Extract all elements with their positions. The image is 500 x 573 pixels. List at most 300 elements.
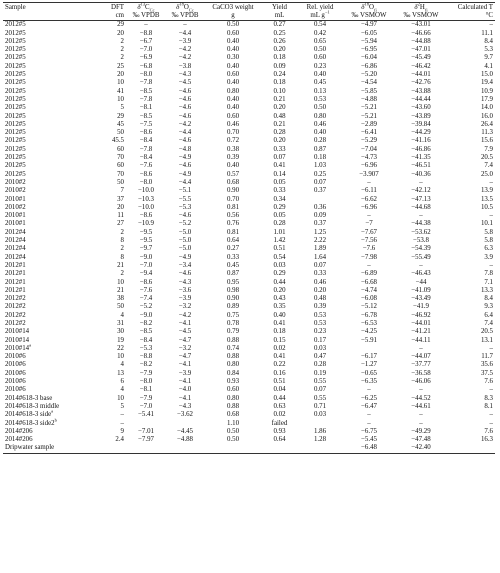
cell-rel-yield: 0.09 <box>313 212 327 220</box>
cell-caco3-weight: 0.38 <box>226 145 240 153</box>
table-row <box>3 121 495 129</box>
cell-sample: 2012#5 <box>5 129 26 137</box>
cell-temperature: 20.5 <box>480 154 493 162</box>
cell-d18o-fi: – <box>367 411 371 419</box>
cell-temperature: 7.6 <box>484 427 493 435</box>
cell-dft: 38 <box>117 295 124 303</box>
unit-caco3: g <box>231 12 235 19</box>
table-row <box>3 279 495 287</box>
cell-temperature <box>447 444 495 453</box>
cell-d2h-fi: −44.61 <box>411 402 431 410</box>
unit-rel-yield: mL $g^{-1}$ <box>310 9 330 19</box>
table-row <box>3 179 495 187</box>
cell-d18o-fi: −7.56 <box>361 237 377 245</box>
cell-d18o-fi: −2.89 <box>361 120 377 128</box>
cell-d2h-fi: −44.68 <box>411 203 431 211</box>
cell-d18o-fi: −0.65 <box>361 369 377 377</box>
cell-temperature: – <box>489 419 493 427</box>
cell-yield: 0.40 <box>273 311 286 319</box>
cell-d18o-fi: −5.85 <box>361 87 377 95</box>
cell-yield: 0.05 <box>273 178 286 186</box>
cell-temperature: 35.6 <box>480 361 493 369</box>
cell-temperature: 7.6 <box>484 378 493 386</box>
cell-rel-yield: 0.37 <box>313 187 327 195</box>
cell-temperature: 25.0 <box>480 170 493 178</box>
cell-d18o: −4.5 <box>178 79 192 87</box>
cell-yield: 0.10 <box>273 87 286 95</box>
cell-d2h-fi: −41.09 <box>411 286 431 294</box>
cell-temperature: 19.4 <box>480 79 493 87</box>
cell-sample: 2014#618-3 side2$^b$ <box>5 417 57 427</box>
cell-d18o: −3.8 <box>178 62 192 70</box>
header-sample: Sample <box>5 4 26 11</box>
cell-d18o-fi: −7.67 <box>361 228 377 236</box>
cell-d2h-fi: −44.88 <box>411 37 431 45</box>
cell-d18o-fi: −7.6 <box>362 245 376 253</box>
cell-d13c: −8.8 <box>139 353 153 361</box>
cell-dft: 8 <box>120 253 124 261</box>
cell-d2h-fi: – <box>419 261 423 269</box>
cell-d13c <box>126 444 166 453</box>
table-row <box>3 54 495 62</box>
cell-dft: 8 <box>120 237 124 245</box>
cell-sample: 2010#1 <box>5 220 26 228</box>
cell-sample: 2012#1 <box>5 261 26 269</box>
cell-d18o: −3.2 <box>178 344 192 352</box>
table-row <box>3 71 495 79</box>
units-row <box>3 12 495 21</box>
cell-yield: 1.01 <box>273 228 286 236</box>
cell-yield: 0.48 <box>273 112 286 120</box>
cell-d18o-fi: – <box>367 178 371 186</box>
cell-d2h-fi: −42.76 <box>411 79 431 87</box>
table-row <box>3 196 495 204</box>
cell-d13c: −8.5 <box>139 87 153 95</box>
cell-dft: 29 <box>117 112 124 120</box>
cell-d2h-fi: −43.01 <box>411 21 431 29</box>
cell-d2h-fi: −47.01 <box>411 46 431 54</box>
cell-d18o: −3.62 <box>177 411 193 419</box>
footnote-marker: a <box>29 342 32 348</box>
table-row <box>3 428 495 436</box>
cell-caco3-weight: 0.60 <box>226 71 240 79</box>
cell-d18o: −4.1 <box>178 361 192 369</box>
cell-caco3-weight: 0.95 <box>226 278 240 286</box>
cell-sample: 2012#5 <box>5 37 26 45</box>
table-row <box>3 378 495 386</box>
table-row <box>3 162 495 170</box>
cell-caco3-weight: 0.90 <box>226 187 240 195</box>
cell-temperature: 13.1 <box>480 336 493 344</box>
cell-caco3-weight: 0.75 <box>226 311 240 319</box>
cell-sample: 2012#2 <box>5 311 26 319</box>
table-row <box>3 46 495 54</box>
cell-d2h-fi: −46.43 <box>411 270 431 278</box>
cell-sample: 2012#5 <box>5 170 26 178</box>
cell-sample: 2012#5 <box>5 29 26 37</box>
cell-yield: 0.93 <box>273 427 286 435</box>
cell-d18o-fi: −6.04 <box>361 54 377 62</box>
table-row <box>3 444 495 453</box>
cell-sample: 2012#5 <box>5 95 26 103</box>
table-row <box>3 303 495 311</box>
cell-d18o: −5.2 <box>178 220 192 228</box>
cell-sample: 2010#2 <box>5 187 26 195</box>
cell-dft: 10 <box>117 353 124 361</box>
cell-temperature: 4.1 <box>484 62 493 70</box>
cell-d13c: −8.5 <box>139 328 153 336</box>
table-row <box>3 104 495 112</box>
header-row <box>3 3 495 13</box>
cell-yield: 0.07 <box>273 154 286 162</box>
table-row <box>3 403 495 411</box>
cell-dft: 2.4 <box>115 436 124 444</box>
cell-dft <box>98 444 126 453</box>
cell-rel-yield: 0.40 <box>313 71 327 79</box>
cell-d18o-fi: −6.96 <box>361 203 377 211</box>
cell-rel-yield: 0.65 <box>313 37 327 45</box>
cell-yield: 0.29 <box>273 270 286 278</box>
cell-d2h-fi: −43.89 <box>411 112 431 120</box>
cell-d2h-fi: −53.62 <box>411 228 431 236</box>
cell-rel-yield: 0.03 <box>313 344 327 352</box>
cell-d13c: −7.4 <box>139 295 153 303</box>
header-yield: Yield <box>272 4 287 11</box>
cell-caco3-weight: 0.50 <box>226 427 240 435</box>
cell-rel-yield: 1.86 <box>313 427 327 435</box>
cell-d2h-fi: −44 <box>415 278 427 286</box>
table-row <box>3 395 495 403</box>
cell-d18o: −4.3 <box>178 71 192 79</box>
cell-caco3-weight: 0.70 <box>226 195 240 203</box>
cell-d2h-fi: −43.49 <box>411 295 431 303</box>
cell-temperature: 11.7 <box>481 353 493 361</box>
cell-d18o: −4.4 <box>178 129 192 137</box>
cell-sample: 2012#1 <box>5 286 26 294</box>
cell-d18o-fi: −6.48 <box>361 444 377 452</box>
cell-caco3-weight: 0.39 <box>226 154 240 162</box>
cell-dft: 11 <box>117 212 124 220</box>
unit-d13c: ‰ VPDB <box>132 12 160 19</box>
table-row <box>3 287 495 295</box>
cell-d2h-fi: −55.49 <box>411 253 431 261</box>
cell-yield: 0.04 <box>273 386 286 394</box>
cell-temperature: 8.4 <box>484 37 493 45</box>
cell-sample: 2010#6 <box>5 353 26 361</box>
cell-dft: 41 <box>117 87 124 95</box>
cell-temperature: 9.3 <box>484 303 493 311</box>
cell-d13c: −7.6 <box>139 162 153 170</box>
cell-temperature: 6.4 <box>484 311 493 319</box>
cell-yield: 0.51 <box>273 378 286 386</box>
cell-d18o: −4.9 <box>178 170 192 178</box>
cell-caco3-weight: 0.79 <box>226 328 240 336</box>
cell-sample: 2012#4 <box>5 228 26 236</box>
table-row <box>3 88 495 96</box>
cell-d18o-fi: −5.20 <box>361 71 377 79</box>
cell-d18o: −3.2 <box>178 303 192 311</box>
cell-d18o: −5.1 <box>178 187 192 195</box>
cell-d18o-fi: −5.91 <box>361 336 377 344</box>
cell-yield: 0.28 <box>273 129 286 137</box>
cell-d13c: −8.4 <box>139 336 153 344</box>
cell-d13c: −7.5 <box>139 120 153 128</box>
cell-d18o: −4.0 <box>178 386 192 394</box>
cell-dft: 50 <box>117 178 124 186</box>
unit-dft: cm <box>115 12 124 19</box>
cell-d18o: −5.0 <box>178 237 192 245</box>
cell-caco3-weight: 0.88 <box>226 402 240 410</box>
cell-yield: 0.51 <box>273 245 286 253</box>
cell-caco3-weight: 0.46 <box>226 120 240 128</box>
cell-d13c: −6.7 <box>139 37 153 45</box>
cell-dft: 2 <box>120 54 124 62</box>
cell-d2h-fi: −43.88 <box>411 87 431 95</box>
cell-dft: – <box>120 411 124 419</box>
cell-dft: 10 <box>117 79 124 87</box>
cell-d13c: −9.0 <box>139 253 153 261</box>
cell-d18o-fi: – <box>367 212 371 220</box>
header-dft: DFT <box>110 4 124 11</box>
table-row <box>3 312 495 320</box>
cell-d2h-fi: −46.86 <box>411 145 431 153</box>
cell-temperature: 10.1 <box>480 220 493 228</box>
cell-d18o-fi: – <box>367 261 371 269</box>
cell-temperature: 16.0 <box>480 112 493 120</box>
table-row <box>3 254 495 262</box>
table-row <box>3 361 495 369</box>
cell-rel-yield: 0.39 <box>313 303 327 311</box>
cell-rel-yield: 0.54 <box>313 21 327 29</box>
cell-d2h-fi: −42.12 <box>411 187 431 195</box>
cell-caco3-weight: 0.89 <box>226 303 240 311</box>
cell-rel-yield: 1.03 <box>313 162 327 170</box>
cell-rel-yield: 0.07 <box>313 178 327 186</box>
header-d18o: $\delta^{18}O_{Cc}$ <box>176 1 194 13</box>
cell-dft: 60 <box>117 145 124 153</box>
cell-sample: 2012#5 <box>5 21 26 29</box>
cell-d18o-fi: −6.47 <box>361 402 377 410</box>
cell-d18o-fi: −5.94 <box>361 37 377 45</box>
cell-d18o: −4.3 <box>178 402 192 410</box>
cell-d18o-fi: −4.73 <box>361 154 377 162</box>
unit-d18o-fi: ‰ VSMOW <box>351 12 387 19</box>
cell-dft: 70 <box>117 154 124 162</box>
cell-d18o-fi: −6.17 <box>361 353 377 361</box>
cell-caco3-weight: 1.10 <box>226 419 240 427</box>
cell-caco3-weight: 0.80 <box>226 394 240 402</box>
cell-sample: 2010#6 <box>5 378 26 386</box>
cell-d18o-fi: −5.29 <box>361 137 377 145</box>
cell-sample: 2010#14$^a$ <box>5 342 32 352</box>
cell-caco3-weight: 0.33 <box>226 253 240 261</box>
table-row <box>3 154 495 162</box>
cell-d2h-fi: −40.36 <box>411 170 431 178</box>
unit-d2h-fi: ‰ VSMOW <box>403 12 439 19</box>
cell-sample: 2012#1 <box>5 278 26 286</box>
cell-d13c: −8.5 <box>139 112 153 120</box>
cell-sample: 2012#5 <box>5 62 26 70</box>
cell-temperature: 5.3 <box>484 46 493 54</box>
cell-temperature: 15.6 <box>480 137 493 145</box>
cell-d18o-fi: −6.08 <box>361 295 377 303</box>
cell-d18o: −4.3 <box>178 278 192 286</box>
cell-sample: 2010#1 <box>5 195 26 203</box>
cell-rel-yield <box>297 444 343 453</box>
cell-dft: 10 <box>117 278 124 286</box>
cell-d18o-fi: −4.97 <box>361 21 377 29</box>
cell-caco3-weight: 0.40 <box>226 79 240 87</box>
cell-caco3-weight: 0.68 <box>226 411 240 419</box>
cell-sample: 2010#6 <box>5 386 26 394</box>
cell-d2h-fi: −41.21 <box>411 328 431 336</box>
cell-rel-yield: 0.46 <box>313 278 327 286</box>
cell-d18o: −4.1 <box>178 394 192 402</box>
cell-d18o-fi: −5.45 <box>361 436 377 444</box>
cell-rel-yield: 0.87 <box>313 145 327 153</box>
cell-yield: 0.44 <box>273 394 286 402</box>
cell-d18o: −4.2 <box>178 46 192 54</box>
cell-d13c: −7.8 <box>139 95 153 103</box>
table-row <box>3 96 495 104</box>
cell-caco3-weight: 0.87 <box>226 270 240 278</box>
header-caco3-weight: CaCO3 weight <box>212 4 254 11</box>
cell-yield: 0.28 <box>273 220 286 228</box>
cell-d13c: −8.1 <box>139 104 153 112</box>
cell-temperature: 8.3 <box>484 394 493 402</box>
cell-dft: 4 <box>120 361 124 369</box>
cell-d2h-fi: −36.58 <box>411 369 431 377</box>
cell-rel-yield: 0.80 <box>313 112 327 120</box>
cell-dft: 31 <box>117 319 124 327</box>
cell-dft: 29 <box>117 21 124 29</box>
cell-d13c: −7.6 <box>139 286 153 294</box>
cell-caco3-weight: 0.81 <box>226 228 240 236</box>
cell-rel-yield: 0.28 <box>313 361 327 369</box>
cell-d18o-fi: −6.96 <box>361 162 377 170</box>
cell-d13c: −8.6 <box>139 129 153 137</box>
cell-d18o: −4.5 <box>178 328 192 336</box>
cell-rel-yield: 0.03 <box>313 411 327 419</box>
cell-temperature: 8.1 <box>484 402 493 410</box>
cell-rel-yield: 0.23 <box>313 62 327 70</box>
cell-sample: 2012#5 <box>5 120 26 128</box>
cell-caco3-weight: 0.45 <box>226 261 240 269</box>
cell-caco3-weight: 0.81 <box>226 203 240 211</box>
cell-d2h-fi: −44.01 <box>411 71 431 79</box>
cell-d18o-fi: −3.907 <box>359 170 379 178</box>
cell-d18o-fi: −5.21 <box>361 112 377 120</box>
table-row <box>3 38 495 46</box>
cell-d18o: −4.6 <box>178 270 192 278</box>
cell-d18o: −3.9 <box>178 295 192 303</box>
table-row <box>3 337 495 345</box>
cell-d18o-fi: −6.11 <box>361 187 377 195</box>
cell-d13c: −8.6 <box>139 278 153 286</box>
cell-d13c: −8.2 <box>139 361 153 369</box>
cell-yield: 0.20 <box>273 46 286 54</box>
table-row <box>3 245 495 253</box>
cell-d18o-fi: – <box>367 419 371 427</box>
cell-rel-yield: 0.28 <box>313 137 327 145</box>
cell-rel-yield: 0.71 <box>313 402 327 410</box>
cell-yield: 0.43 <box>273 295 286 303</box>
cell-sample: 2014#618-3 middle <box>5 402 60 410</box>
cell-d18o: −3.9 <box>178 37 192 45</box>
cell-caco3-weight: 0.68 <box>226 178 240 186</box>
cell-d18o-fi: −6.68 <box>361 278 377 286</box>
cell-d2h-fi: – <box>419 212 423 220</box>
cell-temperature: 7.8 <box>484 270 493 278</box>
cell-yield: 0.22 <box>273 361 286 369</box>
cell-d2h-fi: −41.9 <box>413 303 429 311</box>
cell-dft: 70 <box>117 170 124 178</box>
cell-d13c: −7.8 <box>139 79 153 87</box>
cell-dft: 45.5 <box>111 137 124 145</box>
cell-dft: 45 <box>117 120 124 128</box>
cell-sample: 2012#5 <box>5 46 26 54</box>
cell-d13c: −6.9 <box>139 54 153 62</box>
cell-temperature: 11.3 <box>481 129 493 137</box>
cell-temperature: – <box>489 344 493 352</box>
cell-sample: 2014#206 <box>5 436 33 444</box>
cell-temperature: 7.1 <box>484 278 493 286</box>
table-row <box>3 137 495 145</box>
cell-caco3-weight: 0.74 <box>226 344 240 352</box>
cell-d18o: −5.5 <box>178 195 192 203</box>
cell-d2h-fi: −44.29 <box>411 129 431 137</box>
cell-caco3-weight: 0.70 <box>226 129 240 137</box>
header-temperature: Calculated T <box>457 4 493 11</box>
cell-rel-yield: 0.13 <box>313 87 327 95</box>
cell-dft: – <box>120 419 124 427</box>
cell-d18o-fi: −6.86 <box>361 62 377 70</box>
cell-yield: 0.35 <box>273 303 286 311</box>
table-row <box>3 320 495 328</box>
cell-yield: 0.15 <box>273 336 286 344</box>
cell-yield: 0.05 <box>273 212 286 220</box>
cell-d18o: −4.6 <box>178 112 192 120</box>
cell-temperature: – <box>489 212 493 220</box>
cell-d18o: −5.0 <box>178 245 192 253</box>
cell-sample: 2012#5 <box>5 54 26 62</box>
cell-d13c: −7.9 <box>139 394 153 402</box>
cell-d18o: – <box>183 21 187 29</box>
cell-rel-yield: 1.89 <box>313 245 327 253</box>
table-row <box>3 21 495 30</box>
table-row <box>3 212 495 220</box>
cell-dft: 7 <box>120 187 124 195</box>
cell-d18o: −4.6 <box>178 137 192 145</box>
cell-d2h-fi: −46.42 <box>411 62 431 70</box>
cell-d13c: −7.9 <box>139 369 153 377</box>
cell-dft: 30 <box>117 328 124 336</box>
footnote-marker: a <box>51 408 54 414</box>
cell-d2h-fi: −54.39 <box>411 245 431 253</box>
cell-d18o-fi: −7 <box>365 220 373 228</box>
cell-sample: Dripwater sample <box>5 444 55 452</box>
cell-d2h-fi: −44.01 <box>411 319 431 327</box>
cell-yield: 0.33 <box>273 145 286 153</box>
cell-sample: 2012#1 <box>5 270 26 278</box>
header-d2h-fi: $\delta^2H_{fi}$ <box>414 1 428 13</box>
cell-yield <box>262 444 297 453</box>
cell-temperature: 13.3 <box>480 286 493 294</box>
cell-d2h-fi: −45.49 <box>411 54 431 62</box>
cell-d2h-fi: – <box>419 411 423 419</box>
cell-rel-yield: 0.37 <box>313 220 327 228</box>
cell-d18o-fi: −6.95 <box>361 46 377 54</box>
